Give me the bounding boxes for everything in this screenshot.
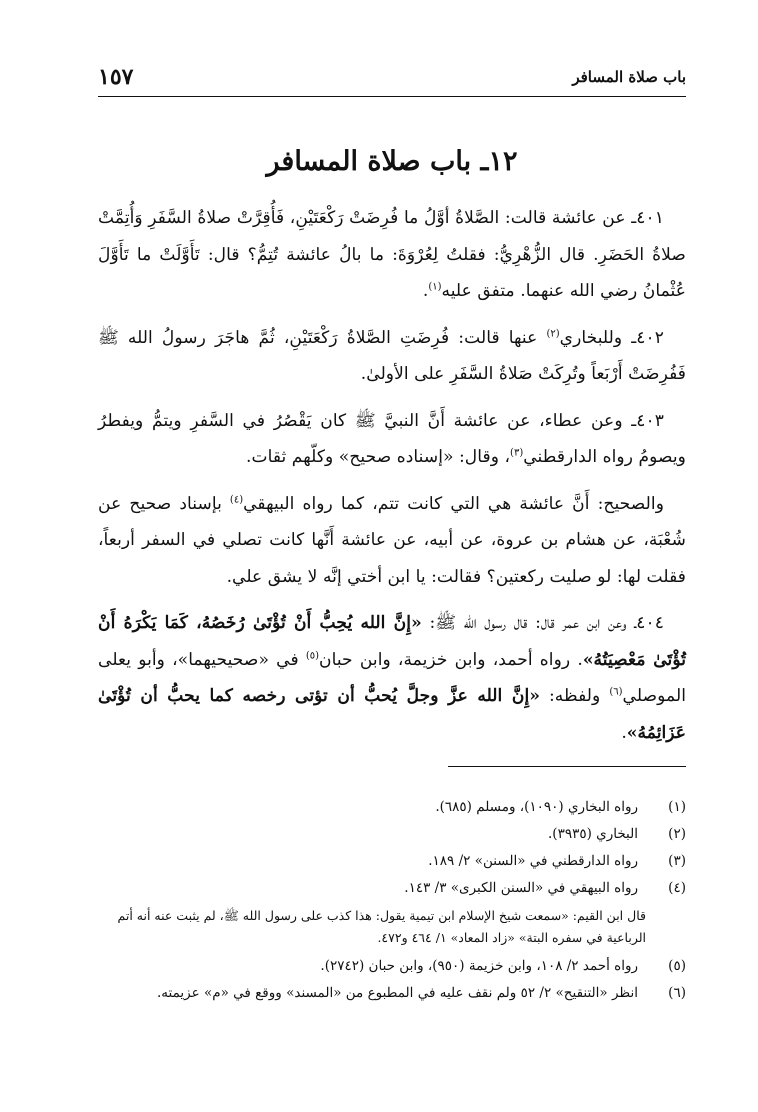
main-text (98, 200, 686, 761)
footnote-ref-6: (٦) (609, 686, 623, 698)
footnote-text: رواه أحمد ٢/ ١٠٨، وابن خزيمة (٩٥٠)، وابن حبان (٢٧٤٢). (320, 958, 638, 974)
footnotes (98, 794, 686, 1007)
footnote-number: (١) (668, 799, 686, 815)
hadith-404-lead: ٤٠٤ـ وعن ابن عمر قال: قال رسول الله ﷺ: (421, 613, 664, 633)
hadith-404-quote-2: «إِنَّ الله عزَّ وجلَّ يُحبُّ أن تؤتى رخصه كما يحبُّ أن تُؤْتَىٰ عَزَائِمُهُ» (98, 686, 686, 743)
footnote-ref-3: (٣) (510, 447, 524, 459)
footnote-5 (98, 953, 686, 980)
hadith-401 (98, 200, 686, 310)
hadith-402-text: عنها قالت: فُرِضَتِ الصَّلاةُ رَكْعَتَيْنِ، ثُمَّ هاجَرَ رسولُ الله ﷺ فَفُرِضَتْ أَرْبَعاً وتُرِكَتْ صَلاةُ السَّفَرِ على الأولىٰ. (98, 327, 686, 384)
footnote-4-comment: قال ابن القيم: «سمعت شيخ الإسلام ابن تيمية يقول: هذا كذب على رسول الله ﷺ، لم يثبت عنه أنه أتم الرباعية في سفره البتة» «زاد المعاد» ١/ ٤٦٤ و٤٧٢. (117, 908, 646, 945)
hadith-402 (98, 320, 686, 393)
sahih-note (98, 486, 686, 596)
running-title: باب صلاة المسافر (572, 68, 686, 86)
footnote-ref-2: (٢) (546, 327, 560, 339)
footnote-separator (448, 766, 686, 767)
footnote-ref-5: (٥) (305, 649, 319, 661)
footnote-number: (٤) (668, 880, 686, 896)
footnote-ref-4: (٤) (229, 493, 244, 505)
hadith-404-source: في «صحيحيهما»، وأبو يعلى الموصلي (98, 649, 686, 706)
hadith-404-quote-1: «إِنَّ الله يُحِبُّ أَنْ تُؤْتَىٰ رُخَصُهُ، كَمَا يَكْرَهُ أَنْ تُؤْتَىٰ مَعْصِيَتُهُ» (98, 613, 686, 670)
footnote-text: رواه البخاري (١٠٩٠)، ومسلم (٦٨٥). (435, 799, 638, 815)
footnote-6 (98, 980, 686, 1007)
footnote-text: انظر «التنقيح» ٢/ ٥٢ ولم نقف عليه في المطبوع من «المسند» ووقع في «م» عزيمته. (157, 985, 638, 1001)
footnote-number: (٥) (668, 958, 686, 974)
hadith-403 (98, 403, 686, 476)
hadith-401-text: ٤٠١ـ عن عائشة قالت: الصَّلاةُ أوَّلُ ما فُرِضَتْ رَكْعَتَيْنِ، فَأُقِرَّتْ صلاةُ السَّفَرِ وَأُتِمَّتْ صلاةُ الحَضَرِ. قال الزُّهْرِيُّ: فقلتُ لِعُرْوَةَ: ما بالُ عائشة تُتِمُّ؟ قال: تَأَوَّلَتْ ما تَأَوَّلَ عُثْمانُ رضي الله عنهما. متفق عليه (98, 208, 686, 301)
footnote-text: البخاري (٣٩٣٥). (548, 826, 638, 842)
sahih-note-lead: والصحيح: أَنَّ عائشة هي التي كانت تتم، كما رواه البيهقي (243, 493, 664, 514)
footnote-3 (98, 848, 686, 875)
footnote-ref-1: (١) (428, 281, 442, 293)
footnote-text: رواه الدارقطني في «السنن» ٢/ ١٨٩. (428, 853, 638, 869)
page-header (98, 58, 686, 97)
footnote-1 (98, 794, 686, 821)
footnote-4 (98, 875, 686, 902)
hadith-402-lead: ٤٠٢ـ وللبخاري (559, 327, 664, 348)
footnote-number: (٢) (668, 826, 686, 842)
footnote-number: (٦) (668, 985, 686, 1001)
footnote-text: رواه البيهقي في «السنن الكبرى» ٣/ ١٤٣. (404, 880, 638, 896)
footnote-number: (٣) (668, 853, 686, 869)
footnote-2 (98, 821, 686, 848)
hadith-403-tail: ، وقال: «إسناده صحيح» وكلّهم ثقات. (245, 447, 511, 467)
hadith-404 (98, 605, 686, 751)
hadith-404-wording: ولفظه: (539, 686, 610, 706)
sahih-note-text: بإسناد صحيح عن شُعْبَة، عن هشام بن عروة، عن أبيه، عن عائشة أَنَّها كانت تصلي في السفر أربعاً، فقلت لها: لو صليت ركعتين؟ فقالت: يا ابن أختي إنَّه لا يشق علي. (98, 493, 686, 587)
hadith-404-narrators: . رواه أحمد، وابن خزيمة، وابن حبان (319, 649, 583, 670)
hadith-404-end: . (621, 722, 627, 743)
hadith-403-text: ٤٠٣ـ وعن عطاء، عن عائشة أَنَّ النبيَّ ﷺ كان يَقْصُرُ في السَّفرِ ويتمُّ ويفطرُ ويصومُ رواه الدارقطني (98, 410, 686, 467)
hadith-401-end: . (422, 281, 429, 301)
chapter-title: ١٢ـ باب صلاة المسافر (266, 146, 518, 177)
page-number: ١٥٧ (98, 64, 134, 90)
